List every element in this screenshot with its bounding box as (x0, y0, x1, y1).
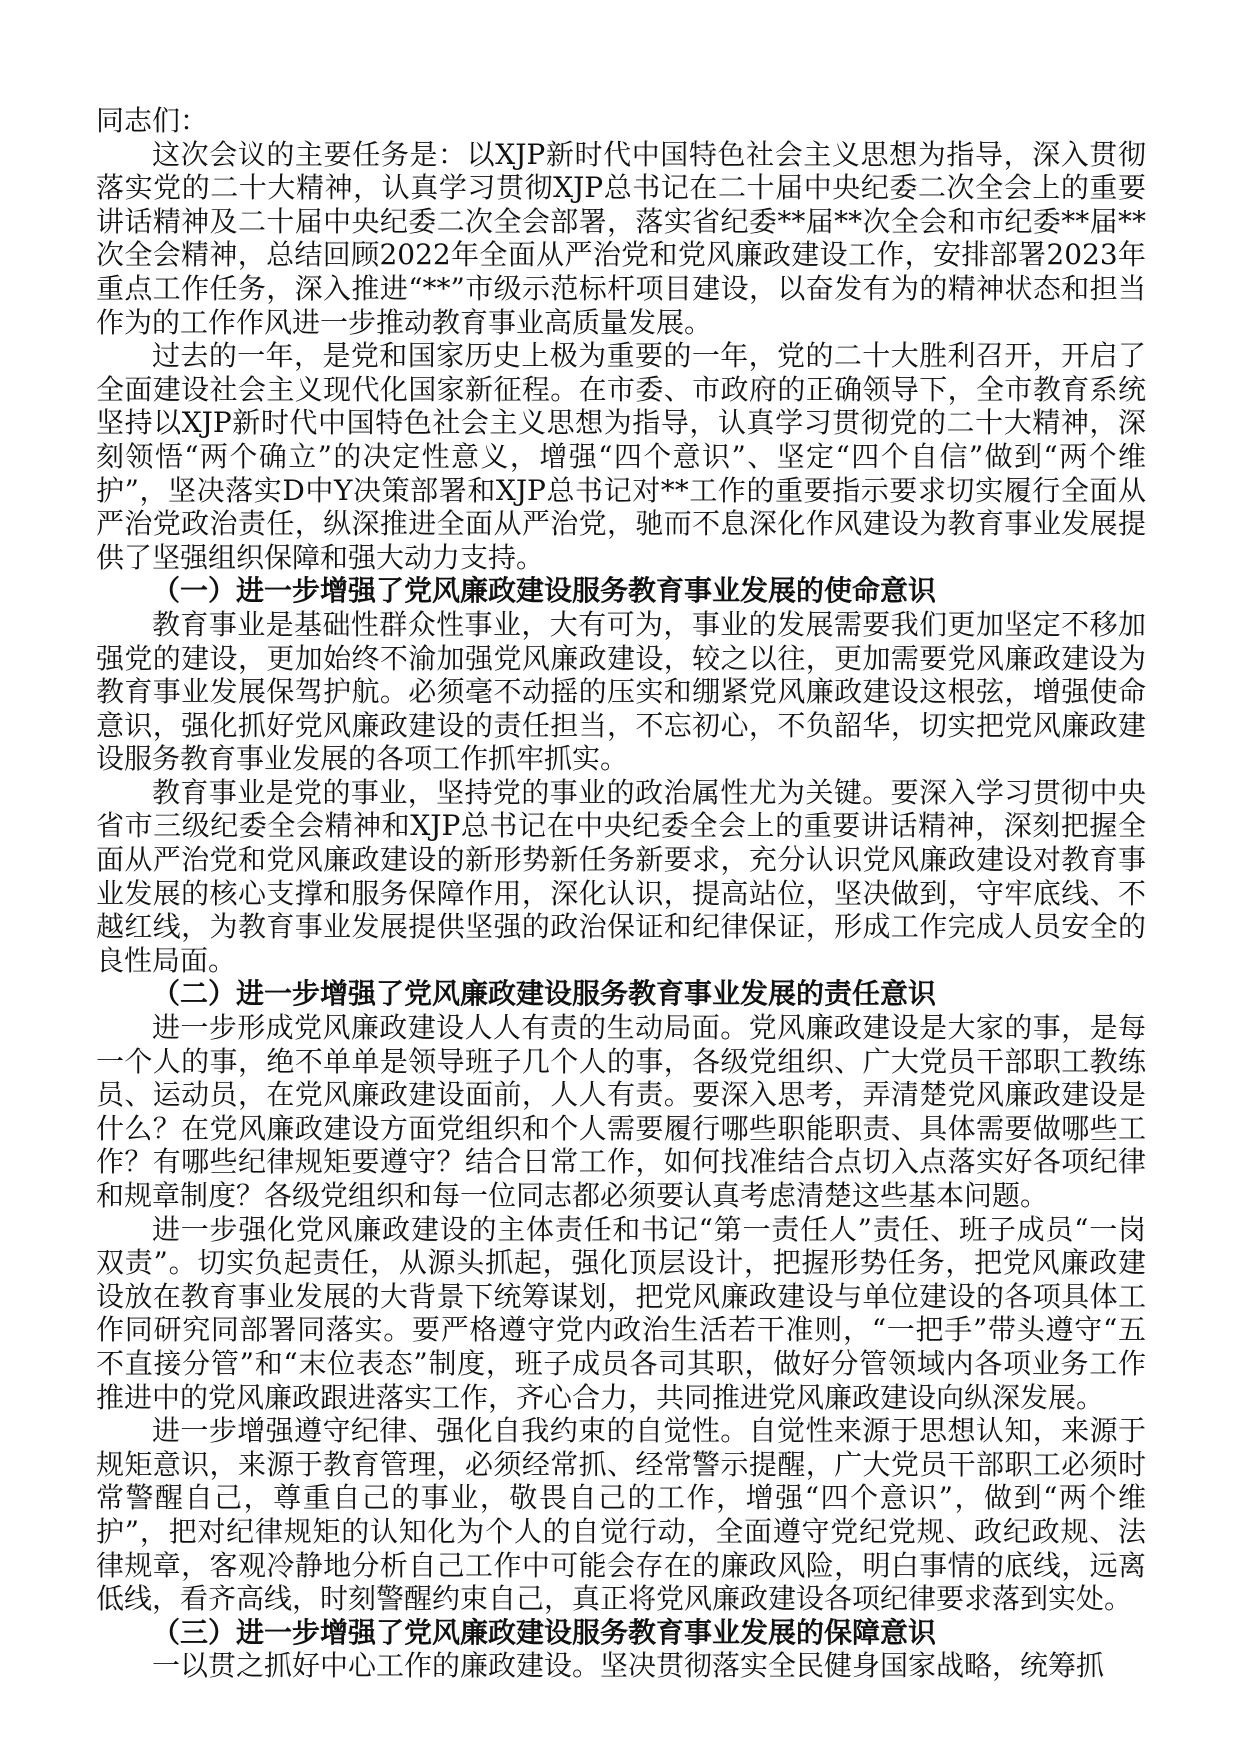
section1-paragraph: 教育事业是党的事业，坚持党的事业的政治属性尤为关键。要深入学习贯彻中央省市三级纪委全会精神和XJP总书记在中央纪委全会上的重要讲话精神，深刻把握全面从严治党和党风廉政建设的新形势新任务新要求，充分认识党风廉政建设对教育事业发展的核心支撑和服务保障作用，深化认识，提高站位，坚决做到，守牢底线、不越红线，为教育事业发展提供坚强的政治保证和纪律保证，形成工作完成人员安全的良性局面。 (96, 775, 1146, 977)
intro-paragraph: 这次会议的主要任务是：以XJP新时代中国特色社会主义思想为指导，深入贯彻落实党的二十大精神，认真学习贯彻XJP总书记在二十届中央纪委二次全会上的重要讲话精神及二十届中央纪委二次全会部署，落实省纪委**届**次全会和市纪委**届**次全会精神，总结回顾2022年全面从严治党和党风廉政建设工作，安排部署2023年重点工作任务，深入推进“**”市级示范标杆项目建设，以奋发有为的精神状态和担当作为的工作作风进一步推动教育事业高质量发展。 (96, 137, 1146, 339)
section1-paragraph: 教育事业是基础性群众性事业，大有可为，事业的发展需要我们更加坚定不移加强党的建设，更加始终不渝加强党风廉政建设，较之以往，更加需要党风廉政建设为教育事业发展保驾护航。必须毫不动摇的压实和绷紧党风廉政建设这根弦，增强使命意识，强化抓好党风廉政建设的责任担当，不忘初心，不负韶华，切实把党风廉政建设服务教育事业发展的各项工作抓牢抓实。 (96, 607, 1146, 776)
section-heading-1: （一）进一步增强了党风廉政建设服务教育事业发展的使命意识 (152, 574, 937, 608)
section2-paragraph: 进一步增强遵守纪律、强化自我约束的自觉性。自觉性来源于思想认知，来源于规矩意识，来源于教育管理，必须经常抓、经常警示提醒，广大党员干部职工必须时常警醒自己，尊重自己的事业，敬畏自己的工作，增强“四个意识”，做到“两个维护”，把对纪律规矩的认知化为个人的自觉行动，全面遵守党纪党规、政纪政规、法律规章，客观冷静地分析自己工作中可能会存在的廉政风险，明白事情的底线，远离低线，看齐高线，时刻警醒约束自己，真正将党风廉政建设各项纪律要求落到实处。 (96, 1414, 1146, 1616)
section3-paragraph: 一以贯之抓好中心工作的廉政建设。坚决贯彻落实全民健身国家战略，统筹抓 (152, 1649, 1105, 1683)
section-heading-2: （二）进一步增强了党风廉政建设服务教育事业发展的责任意识 (152, 977, 937, 1011)
salutation: 同志们： (96, 104, 209, 137)
review-paragraph: 过去的一年，是党和国家历史上极为重要的一年，党的二十大胜利召开，开启了全面建设社会主义现代化国家新征程。在市委、市政府的正确领导下，全市教育系统坚持以XJP新时代中国特色社会主义思想为指导，认真学习贯彻党的二十大精神，深刻领悟“两个确立”的决定性意义，增强“四个意识”、坚定“四个自信”做到“两个维护”，坚决落实D中Y决策部署和XJP总书记对**工作的重要指示要求切实履行全面从严治党政治责任，纵深推进全面从严治党，驰而不息深化作风建设为教育事业发展提供了坚强组织保障和强大动力支持。 (96, 339, 1146, 574)
section-heading-3: （三）进一步增强了党风廉政建设服务教育事业发展的保障意识 (152, 1615, 937, 1649)
document-page (96, 104, 1146, 1683)
section2-paragraph: 进一步强化党风廉政建设的主体责任和书记“第一责任人”责任、班子成员“一岗双责”。切实负起责任，从源头抓起，强化顶层设计，把握形势任务，把党风廉政建设放在教育事业发展的大背景下统筹谋划，把党风廉政建设与单位建设的各项具体工作同研究同部署同落实。要严格遵守党内政治生活若干准则，“一把手”带头遵守“五不直接分管”和“末位表态”制度，班子成员各司其职，做好分管领域内各项业务工作推进中的党风廉政跟进落实工作，齐心合力，共同推进党风廉政建设向纵深发展。 (96, 1212, 1146, 1414)
section2-paragraph: 进一步形成党风廉政建设人人有责的生动局面。党风廉政建设是大家的事，是每一个人的事，绝不单单是领导班子几个人的事，各级党组织、广大党员干部职工教练员、运动员，在党风廉政建设面前，人人有责。要深入思考，弄清楚党风廉政建设是什么？在党风廉政建设方面党组织和个人需要履行哪些职能职责、具体需要做哪些工作？有哪些纪律规矩要遵守？结合日常工作，如何找准结合点切入点落实好各项纪律和规章制度？各级党组织和每一位同志都必须要认真考虑清楚这些基本问题。 (96, 1011, 1146, 1212)
